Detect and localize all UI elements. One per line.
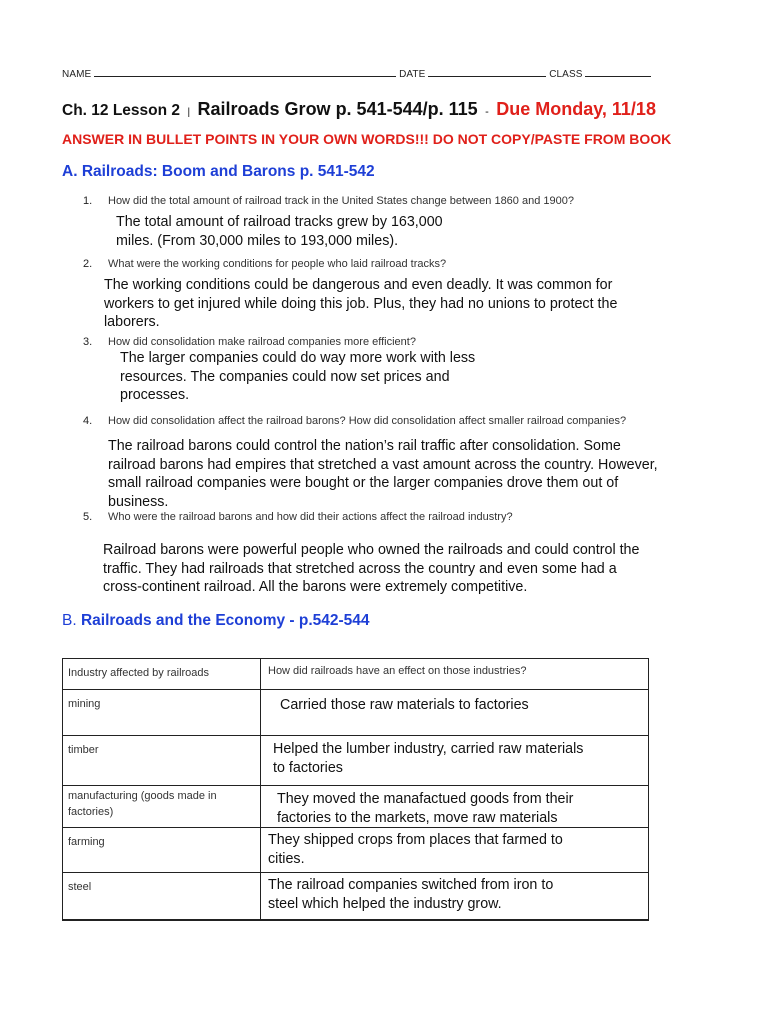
industry-cell: mining — [63, 690, 261, 736]
effect-line: to factories — [273, 759, 343, 776]
title-separator: | — [187, 107, 191, 118]
question-number: 3. — [83, 336, 93, 348]
effect-line: Carried those raw materials to factories — [280, 697, 529, 713]
section-b-heading — [62, 612, 370, 630]
answer-line: The larger companies could do way more work with less — [120, 350, 476, 366]
section-b-title: Railroads and the Economy - p.542-544 — [80, 612, 370, 629]
question-text: Who were the railroad barons and how did their actions affect the railroad industry? — [108, 511, 513, 523]
effect-line: factories to the markets, move raw materials — [277, 809, 558, 826]
industry-cell: timber — [63, 736, 261, 786]
answer-line: The railroad barons could control the nation’s rail traffic after consolidation. Some — [108, 438, 621, 454]
effect-line: They moved the manafactued goods from their — [277, 791, 574, 807]
industry-cell: manufacturing (goods made in factories) — [63, 786, 261, 828]
effect-line: Helped the lumber industry, carried raw materials — [273, 741, 584, 757]
answer-line: railroad barons had empires that stretched a vast amount across the country. However, — [108, 456, 658, 473]
question-text: How did the total amount of railroad track in the United States change between 1860 and 1900? — [108, 195, 574, 207]
table-row — [63, 786, 649, 828]
section-b-letter: B. — [62, 612, 77, 629]
effect-line: The railroad companies switched from iron to — [268, 877, 554, 893]
due-date: Due Monday, 11/18 — [496, 99, 656, 119]
answer-block[interactable] — [120, 349, 475, 405]
answer-line: miles. (From 30,000 miles to 193,000 miles). — [116, 232, 399, 249]
question-number: 5. — [83, 511, 93, 523]
industry-cell: farming — [63, 828, 261, 873]
worksheet-title — [62, 99, 656, 120]
question-number: 1. — [83, 195, 93, 207]
answer-line: resources. The companies could now set prices and — [120, 368, 450, 385]
table-row — [63, 736, 649, 786]
class-blank[interactable] — [585, 68, 651, 77]
industry-effects-table — [62, 658, 649, 921]
answer-line: cross-continent railroad. All the barons were extremely competitive. — [103, 579, 528, 595]
student-info-header — [62, 68, 651, 80]
industry-cell: steel — [63, 873, 261, 920]
section-a-heading — [62, 163, 375, 181]
answer-block[interactable] — [103, 541, 639, 597]
answer-block[interactable] — [116, 213, 443, 250]
title-dash: - — [485, 106, 489, 118]
answer-line: laborers. — [104, 314, 160, 330]
question-text: How did consolidation make railroad companies more efficient? — [108, 336, 416, 348]
effect-cell[interactable] — [261, 736, 649, 786]
question-text: What were the working conditions for people who laid railroad tracks? — [108, 258, 447, 270]
date-label: DATE — [399, 69, 426, 80]
answer-line: The total amount of railroad tracks grew by 163,000 — [116, 214, 443, 230]
answer-line: The working conditions could be dangerous and even deadly. It was common for — [104, 277, 613, 293]
header-effect: How did railroads have an effect on those industries? — [261, 659, 649, 690]
effect-cell[interactable] — [261, 786, 649, 828]
answer-line: processes. — [120, 387, 190, 403]
answer-block[interactable] — [108, 437, 658, 511]
answer-line: traffic. They had railroads that stretched across the country and even some had a — [103, 560, 617, 577]
class-label: CLASS — [549, 69, 583, 80]
effect-line: They shipped crops from places that farmed to — [268, 832, 563, 848]
table-row — [63, 690, 649, 736]
chapter-label: Ch. 12 Lesson 2 — [62, 102, 181, 119]
effect-line: steel which helped the industry grow. — [268, 895, 502, 912]
effect-cell[interactable] — [261, 690, 649, 736]
question-text: How did consolidation affect the railroad barons? How did consolidation affect smaller railroad companies? — [108, 415, 627, 427]
answer-block[interactable] — [104, 276, 617, 332]
effect-cell[interactable] — [261, 873, 649, 920]
effect-cell[interactable] — [261, 828, 649, 873]
date-blank[interactable] — [428, 68, 546, 77]
name-label: NAME — [62, 69, 92, 80]
answer-line: small railroad companies were bought or the larger companies drove them out of — [108, 475, 619, 491]
instructions: ANSWER IN BULLET POINTS IN YOUR OWN WORDS!!! DO NOT COPY/PASTE FROM BOOK — [62, 131, 672, 147]
effect-line: cities. — [268, 850, 305, 867]
section-a-letter: A. — [62, 163, 78, 180]
answer-line: workers to get injured while doing this job. Plus, they had no unions to protect the — [104, 295, 618, 312]
header-industry: Industry affected by railroads — [63, 659, 261, 690]
table-row — [63, 828, 649, 873]
question-number: 2. — [83, 258, 93, 270]
question-number: 4. — [83, 415, 93, 427]
answer-line: Railroad barons were powerful people who owned the railroads and could control the — [103, 542, 640, 558]
lesson-title: Railroads Grow p. 541-544/p. 115 — [197, 99, 478, 119]
section-a-title: Railroads: Boom and Barons p. 541-542 — [81, 163, 375, 180]
table-row — [63, 873, 649, 920]
table-header-row — [63, 659, 649, 690]
answer-line: business. — [108, 493, 169, 510]
name-blank[interactable] — [94, 68, 396, 77]
